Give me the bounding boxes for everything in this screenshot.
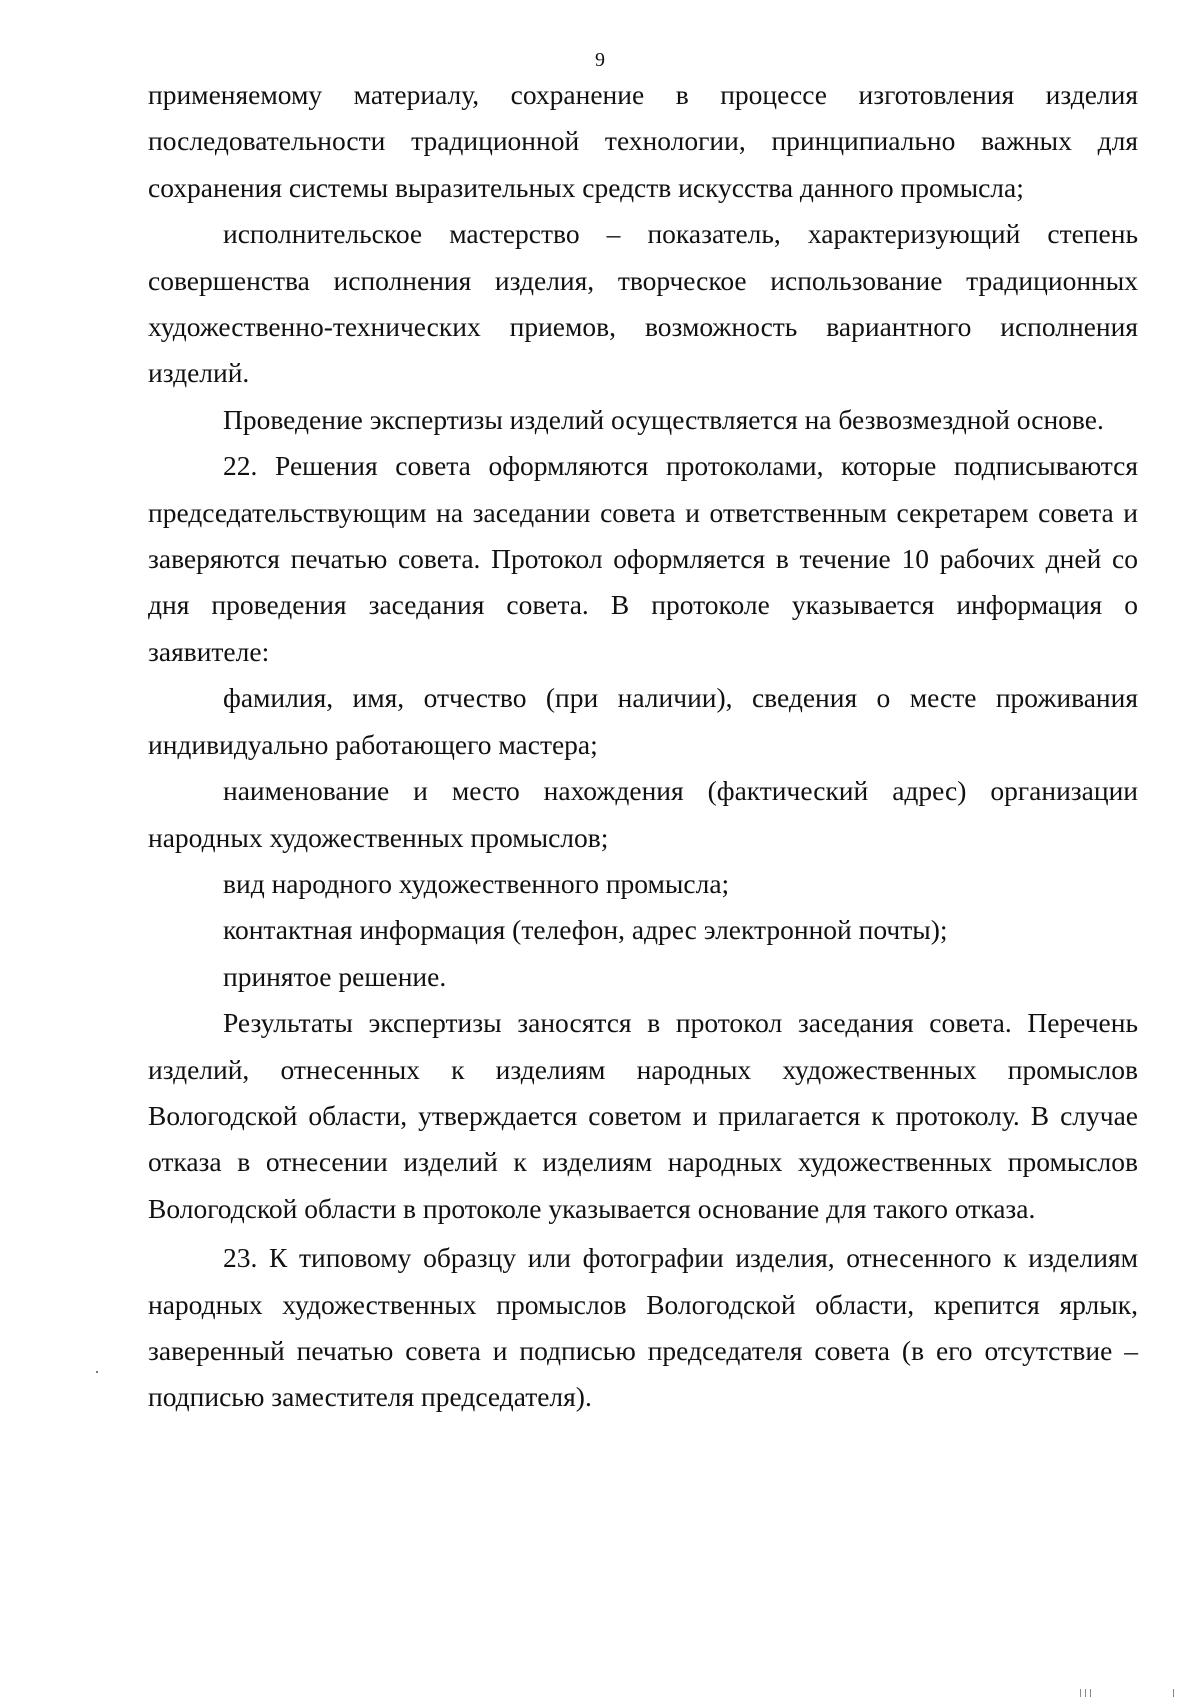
paragraph-performing-mastery: исполнительское мастерство – показатель, характеризующий степень совершенства исполнения изделия, творческое использование традиционных художественно-технических приемов, возможность вариантного исполнения изделий. [148, 218, 1138, 389]
scan-edge-mark [1080, 1689, 1081, 1697]
paragraph-continuation: применяемому материалу, сохранение в процессе изготовления изделия последовательности традиционной технологии, принципиально важных для сохранения системы выразительных средств искусства данного промысла; [148, 79, 1138, 203]
paragraph-contact-info: контактная информация (телефон, адрес электронной почты); [223, 914, 948, 946]
paragraph-decision: принятое решение. [223, 960, 447, 992]
paragraph-craft-type: вид народного художественного промысла; [223, 867, 730, 899]
paragraph-item-23: 23. К типовому образцу или фотографии изделия, отнесенного к изделиям народных художественных промыслов Вологодской области, крепится ярлык, заверенный печатью совета и подписью председателя совета (в его отсутствие – подписью заместителя председателя). [148, 1242, 1138, 1413]
paragraph-free-expertise: Проведение экспертизы изделий осуществляется на безвозмездной основе. [223, 403, 1104, 435]
scan-speck [96, 1371, 98, 1373]
scan-edge-mark [1173, 1689, 1174, 1697]
paragraph-applicant-name: фамилия, имя, отчество (при наличии), сведения о месте проживания индивидуально работающего мастера; [148, 682, 1138, 760]
document-body [148, 72, 1138, 1421]
scan-edge-mark [1085, 1689, 1086, 1697]
page-number: 9 [595, 49, 605, 71]
paragraph-item-22: 22. Решения совета оформляются протоколами, которые подписываются председательствующим на заседании совета и ответственным секретарем совета и заверяются печатью совета. Протокол оформляется в течение 10 рабочих дней со дня проведения заседания совета. В протоколе указывается информация о заявителе: [148, 450, 1138, 667]
paragraph-organization: наименование и место нахождения (фактический адрес) организации народных художественных промыслов; [148, 775, 1138, 853]
paragraph-expertise-results: Результаты экспертизы заносятся в протокол заседания совета. Перечень изделий, отнесенных к изделиям народных художественных промыслов Вологодской области, утверждается советом и прилагается к протоколу. В случае отказа в отнесении изделий к изделиям народных художественных промыслов Вологодской области в протоколе указывается основание для такого отказа. [148, 1007, 1138, 1224]
scan-edge-mark [1090, 1689, 1091, 1697]
